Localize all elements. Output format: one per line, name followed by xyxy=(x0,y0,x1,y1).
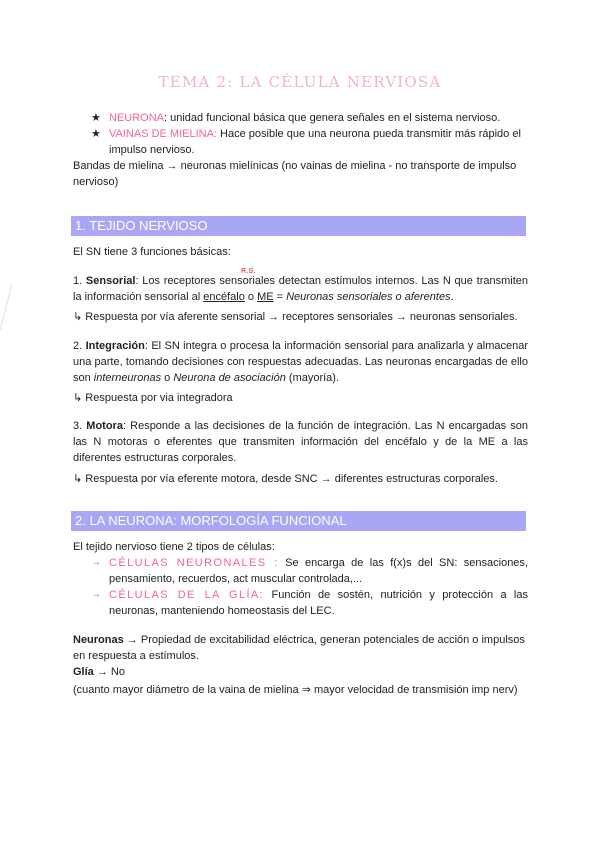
intro-note: Bandas de mielina → neuronas mielínicas (no vainas de mielina - no transporte de impulso nervioso) xyxy=(73,160,517,188)
motora-sub: ↳ Respuesta por vía eferente motora, desde SNC → diferentes estructuras corporales. xyxy=(73,473,498,485)
arrow-icon: → xyxy=(91,557,101,568)
motora-label: Motora xyxy=(86,420,123,432)
integracion-sub: ↳ Respuesta por via integradora xyxy=(73,392,233,404)
sensorial-sub: ↳ Respuesta por vía aferente sensorial → receptores sensoriales → neuronas sensoriales. xyxy=(73,311,518,323)
sensorial-label: Sensorial xyxy=(85,275,136,287)
neuronas-label: Neuronas xyxy=(73,634,124,646)
rs-annotation: R.S. xyxy=(241,268,256,275)
encefalo-underlined: encéfalo xyxy=(203,291,245,303)
page-title: TEMA 2: LA CÉLULA NERVIOSA xyxy=(158,73,442,91)
bullet-term: VAINAS DE MIELINA: xyxy=(109,128,217,140)
section-heading-neurona: 2. LA NEURONA: MORFOLOGÍA FUNCIONAL xyxy=(71,511,526,531)
arrow-icon: → xyxy=(91,589,101,600)
bullet-text: : unidad funcional básica que genera señales en el sistema nervioso. xyxy=(164,112,501,124)
motora-paragraph: 3. Motora: Responde a las decisiones de la función de integración. Las N encargadas son las N motoras o eferentes que transmiten información del encéfalo y de la ME a las diferentes estructuras corporales. xyxy=(73,420,529,464)
bullet-text: Hace posible que una neurona pueda transmitir más rápido el impulso nervioso. xyxy=(109,128,521,156)
star-icon: ★ xyxy=(91,128,101,140)
cell-type-term: CÉLULAS DE LA GLÍA: xyxy=(109,589,265,601)
list-item xyxy=(73,126,528,158)
sensorial-paragraph: 1. Sensorial: Los receptores sensoriales detectan estímulos internos. Las N que transmiten la información sensorial al encéfalo o ME = Neuronas sensoriales o aferentes. xyxy=(73,275,528,303)
neuronas-paragraph: Neuronas → Propiedad de excitabilidad eléctrica, generan potenciales de acción o impulsos en respuesta a estímulos. xyxy=(73,634,525,662)
me-underlined: ME xyxy=(257,291,274,303)
star-icon: ★ xyxy=(91,112,101,124)
integracion-label: Integración xyxy=(85,340,145,352)
margin-decoration xyxy=(0,282,20,332)
glia-paragraph: Glía → No xyxy=(73,666,125,678)
integracion-paragraph: 2. Integración: El SN integra o procesa la información sensorial para analizarla y almacenar una parte, tomando decisiones con respuestas adecuadas. Las neuronas encargadas de ello son interneuronas o Neurona de asociación (mayoría). xyxy=(73,340,529,384)
list-item: → CÉLULAS DE LA GLÍA: Función de sostén, nutrición y protección a las neuronas, manteniendo homeostasis del LEC. xyxy=(91,589,528,617)
bullet-term: NEURONA xyxy=(109,112,165,124)
intro-bullets xyxy=(73,110,528,158)
list-item: → CÉLULAS NEURONALES : Se encarga de las f(x)s del SN: sensaciones, pensamiento, recuerdos, act muscular controlada,... xyxy=(91,557,528,585)
section1-lead: El SN tiene 3 funciones básicas: xyxy=(73,246,231,258)
glia-label: Glía xyxy=(73,666,94,678)
cell-types-list xyxy=(73,555,528,619)
list-item xyxy=(73,110,528,126)
closing-note: (cuanto mayor diámetro de la vaina de mielina ⇒ mayor velocidad de transmisión imp nerv) xyxy=(73,684,518,696)
cell-type-term: CÉLULAS NEURONALES : xyxy=(109,557,279,569)
section2-lead: El tejido nervioso tiene 2 tipos de células: xyxy=(73,541,275,553)
section-heading-tejido: 1. TEJIDO NERVIOSO xyxy=(71,216,526,236)
